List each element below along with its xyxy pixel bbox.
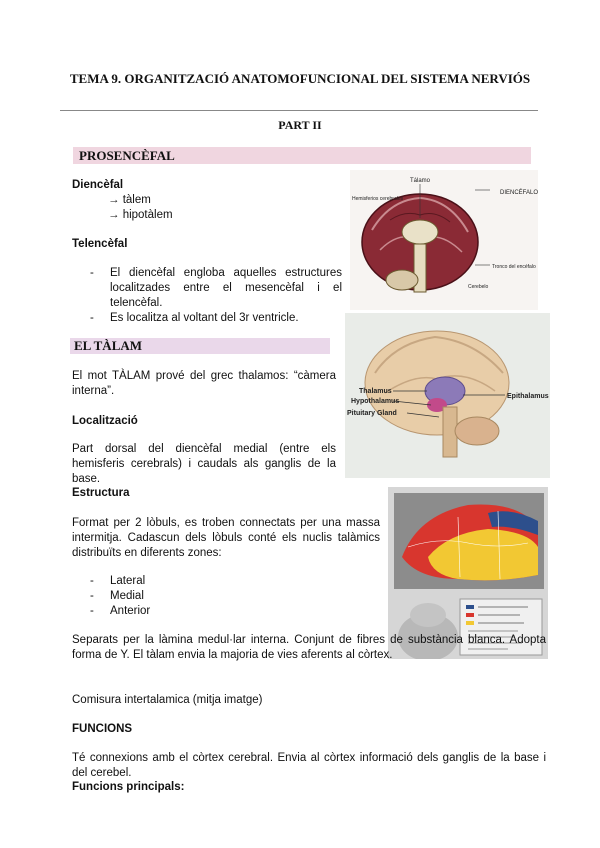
zone-lateral: Lateral (110, 575, 146, 587)
part-label: PART II (278, 118, 322, 132)
title-divider (60, 110, 538, 111)
funcions-heading: FUNCIONS (72, 723, 133, 735)
section-heading-talam: EL TÀLAM (70, 338, 330, 354)
zones-list (90, 574, 210, 619)
diencefal-item-hipotalem: → hipotàlem (108, 209, 173, 221)
list-item (90, 604, 210, 619)
zone-medial: Medial (110, 590, 144, 602)
label-tronco: Tronco del encéfalo (492, 264, 536, 270)
list-item (90, 311, 342, 326)
list-item (90, 589, 210, 604)
separats-text: Separats per la làmina medul·lar interna. Conjunt de fibres de substància blanca. Adopta forma de Y. El tàlam envia la majoria de vies aferents al còrtex. (72, 634, 546, 661)
bullet-dash: - (90, 575, 94, 587)
localitzacio-text: Part dorsal del diencèfal medial (entre els hemisferis cerebrals) i caudals als ganglis de la base. (72, 443, 336, 485)
zone-anterior: Anterior (110, 605, 151, 617)
label-cerebelo: Cerebelo (468, 284, 489, 290)
diencefal-label: Diencèfal (72, 179, 124, 191)
estructura-text: Format per 2 lòbuls, es troben connectats per una massa intermitja. Cadascun dels lòbuls conté els nuclis talàmics distribuïts en diferents zones: (72, 517, 380, 559)
funcions-principals-label: Funcions principals: (72, 781, 185, 793)
funcions-text: Té connexions amb el còrtex cerebral. Envia al còrtex informació dels ganglis de la base i del cerebel. (72, 752, 546, 779)
bullet-dash: - (90, 312, 94, 324)
comisura-text: Comisura intertalamica (mitja imatge) (72, 694, 263, 706)
diencephalon-figure (350, 170, 538, 310)
label-diencefalo: DIENCÉFALO (500, 190, 538, 196)
label-hypothalamus: Hypothalamus (351, 398, 400, 405)
estructura-label: Estructura (72, 487, 130, 499)
list-item (90, 574, 210, 589)
localitzacio-label: Localització (72, 415, 138, 427)
bullet-dash: - (90, 267, 94, 279)
brain-sagittal-figure (345, 313, 550, 478)
page-title: TEMA 9. ORGANITZACIÓ ANATOMOFUNCIONAL DEL SISTEMA NERVIÓS (69, 71, 531, 86)
diencefal-item-talem: → tàlem (108, 194, 151, 206)
section-heading-prosencefal: PROSENCÈFAL (73, 147, 531, 164)
label-epithalamus: Epithalamus (507, 393, 549, 400)
telencefal-label: Telencèfal (72, 238, 128, 250)
bullet-text: Es localitza al voltant del 3r ventricle. (110, 312, 299, 324)
bullet-dash: - (90, 605, 94, 617)
bullet-list (90, 266, 342, 326)
bullet-text: El diencèfal engloba aquelles estructures localitzades entre el mesencèfal i el telencèfal. (110, 267, 342, 309)
bullet-dash: - (90, 590, 94, 602)
list-item (90, 266, 342, 311)
label-thalamus: Thalamus (359, 388, 392, 395)
label-talamo: Tálamo (410, 178, 431, 184)
talam-intro: El mot TÀLAM prové del grec thalamos: “càmera interna”. (72, 370, 336, 397)
label-pituitary: Pituitary Gland (347, 410, 397, 417)
label-hemisferios: Hemisferios cerebrales (352, 196, 404, 202)
